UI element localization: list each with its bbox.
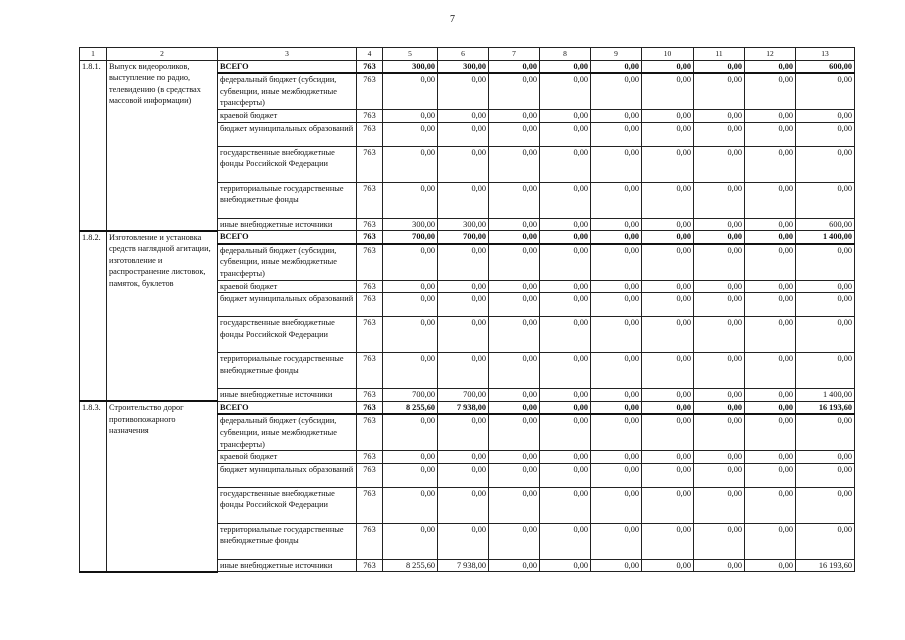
budget-code: 763 [357,317,383,353]
amount-cell: 300,00 [383,218,438,231]
amount-cell: 7 938,00 [438,559,489,572]
amount-cell: 0,00 [438,146,489,182]
funding-source: бюджет муниципальных образований [218,293,357,317]
amount-cell: 0,00 [540,231,591,244]
budget-code: 763 [357,487,383,523]
amount-cell: 0,00 [591,293,642,317]
amount-cell: 0,00 [438,182,489,218]
funding-source: иные внебюджетные источники [218,559,357,572]
amount-cell: 0,00 [796,293,855,317]
amount-cell: 0,00 [694,244,745,280]
amount-cell: 0,00 [694,218,745,231]
amount-cell: 0,00 [591,451,642,464]
header-cell: 7 [489,48,540,61]
amount-cell: 300,00 [438,60,489,73]
amount-cell: 0,00 [540,218,591,231]
amount-cell: 0,00 [642,463,694,487]
amount-cell: 0,00 [745,244,796,280]
amount-cell: 0,00 [745,182,796,218]
amount-cell: 0,00 [745,73,796,109]
amount-cell: 0,00 [694,353,745,389]
amount-cell: 0,00 [489,146,540,182]
amount-cell: 0,00 [642,60,694,73]
amount-cell: 0,00 [642,122,694,146]
amount-cell: 0,00 [438,317,489,353]
amount-cell: 0,00 [540,182,591,218]
amount-cell: 0,00 [489,218,540,231]
amount-cell: 0,00 [694,231,745,244]
amount-cell: 0,00 [438,523,489,559]
amount-cell: 0,00 [591,280,642,293]
funding-source: федеральный бюджет (субсидии, субвенции, иные межбюджетные трансферты) [218,244,357,280]
amount-cell: 0,00 [694,293,745,317]
table-row [80,401,855,414]
header-cell: 3 [218,48,357,61]
section-number: 1.8.3. [80,401,107,572]
amount-cell: 300,00 [383,60,438,73]
budget-code: 763 [357,244,383,280]
amount-cell: 0,00 [694,451,745,464]
amount-cell: 0,00 [591,523,642,559]
budget-code: 763 [357,451,383,464]
section-number: 1.8.1. [80,60,107,231]
amount-cell: 0,00 [745,389,796,402]
amount-cell: 8 255,60 [383,401,438,414]
amount-cell: 0,00 [745,122,796,146]
amount-cell: 0,00 [540,523,591,559]
amount-cell: 0,00 [694,317,745,353]
amount-cell: 0,00 [694,146,745,182]
table-row [80,231,855,244]
amount-cell: 0,00 [694,389,745,402]
amount-cell: 0,00 [489,122,540,146]
amount-cell: 0,00 [642,218,694,231]
funding-source: государственные внебюджетные фонды Российской Федерации [218,317,357,353]
amount-cell: 600,00 [796,60,855,73]
amount-cell: 0,00 [540,146,591,182]
amount-cell: 0,00 [694,523,745,559]
amount-cell: 0,00 [540,60,591,73]
amount-cell: 0,00 [796,280,855,293]
budget-code: 763 [357,280,383,293]
header-cell: 1 [80,48,107,61]
header-cell: 6 [438,48,489,61]
page-number: 7 [450,14,455,25]
amount-cell: 0,00 [642,317,694,353]
amount-cell: 0,00 [694,463,745,487]
amount-cell: 0,00 [642,389,694,402]
amount-cell: 0,00 [642,244,694,280]
amount-cell: 0,00 [540,414,591,450]
budget-code: 763 [357,463,383,487]
funding-source: территориальные государственные внебюджетные фонды [218,523,357,559]
amount-cell: 0,00 [540,244,591,280]
amount-cell: 0,00 [383,463,438,487]
amount-cell: 0,00 [591,182,642,218]
amount-cell: 0,00 [591,109,642,122]
amount-cell: 0,00 [796,451,855,464]
amount-cell: 0,00 [383,293,438,317]
amount-cell: 700,00 [438,231,489,244]
amount-cell: 0,00 [642,109,694,122]
funding-source: бюджет муниципальных образований [218,463,357,487]
amount-cell: 0,00 [796,146,855,182]
amount-cell: 0,00 [591,244,642,280]
amount-cell: 0,00 [796,317,855,353]
budget-code: 763 [357,146,383,182]
amount-cell: 0,00 [796,109,855,122]
funding-source: федеральный бюджет (субсидии, субвенции, иные межбюджетные трансферты) [218,414,357,450]
amount-cell: 0,00 [591,401,642,414]
budget-table [79,47,855,573]
amount-cell: 16 193,60 [796,559,855,572]
amount-cell: 1 400,00 [796,231,855,244]
amount-cell: 0,00 [642,231,694,244]
funding-source: ВСЕГО [218,401,357,414]
amount-cell: 0,00 [745,523,796,559]
amount-cell: 0,00 [796,414,855,450]
section-name: Выпуск видеороликов, выступление по радио, телевидению (в средствах массовой информации) [107,60,218,231]
budget-code: 763 [357,414,383,450]
amount-cell: 0,00 [745,451,796,464]
amount-cell: 0,00 [642,146,694,182]
amount-cell: 0,00 [642,414,694,450]
amount-cell: 0,00 [383,487,438,523]
amount-cell: 0,00 [438,463,489,487]
amount-cell: 0,00 [540,293,591,317]
amount-cell: 0,00 [745,293,796,317]
funding-source: федеральный бюджет (субсидии, субвенции, иные межбюджетные трансферты) [218,73,357,109]
amount-cell: 0,00 [383,353,438,389]
funding-source: ВСЕГО [218,231,357,244]
amount-cell: 0,00 [383,109,438,122]
budget-code: 763 [357,353,383,389]
table-row [80,60,855,73]
funding-source: иные внебюджетные источники [218,389,357,402]
amount-cell: 0,00 [642,401,694,414]
amount-cell: 0,00 [489,463,540,487]
budget-code: 763 [357,218,383,231]
amount-cell: 0,00 [591,353,642,389]
amount-cell: 0,00 [642,182,694,218]
amount-cell: 0,00 [489,523,540,559]
amount-cell: 0,00 [694,280,745,293]
amount-cell: 0,00 [694,401,745,414]
amount-cell: 1 400,00 [796,389,855,402]
amount-cell: 0,00 [591,463,642,487]
amount-cell: 0,00 [591,60,642,73]
amount-cell: 0,00 [591,231,642,244]
amount-cell: 0,00 [642,559,694,572]
amount-cell: 0,00 [642,523,694,559]
section-number: 1.8.2. [80,231,107,402]
amount-cell: 0,00 [438,280,489,293]
amount-cell: 700,00 [383,231,438,244]
budget-code: 763 [357,182,383,218]
funding-source: территориальные государственные внебюджетные фонды [218,353,357,389]
amount-cell: 0,00 [642,73,694,109]
amount-cell: 0,00 [540,280,591,293]
header-cell: 8 [540,48,591,61]
budget-code: 763 [357,293,383,317]
amount-cell: 0,00 [438,244,489,280]
amount-cell: 0,00 [540,487,591,523]
amount-cell: 0,00 [796,182,855,218]
amount-cell: 0,00 [745,146,796,182]
amount-cell: 0,00 [540,451,591,464]
amount-cell: 0,00 [591,317,642,353]
amount-cell: 0,00 [745,60,796,73]
amount-cell: 0,00 [438,109,489,122]
funding-source: бюджет муниципальных образований [218,122,357,146]
amount-cell: 0,00 [540,401,591,414]
amount-cell: 0,00 [489,451,540,464]
section-name: Строительство дорог противопожарного назначения [107,401,218,572]
amount-cell: 0,00 [540,122,591,146]
amount-cell: 0,00 [694,414,745,450]
funding-source: ВСЕГО [218,60,357,73]
amount-cell: 0,00 [694,73,745,109]
budget-code: 763 [357,122,383,146]
amount-cell: 0,00 [489,317,540,353]
budget-code: 763 [357,401,383,414]
amount-cell: 0,00 [383,244,438,280]
amount-cell: 0,00 [745,559,796,572]
amount-cell: 0,00 [383,317,438,353]
amount-cell: 0,00 [745,414,796,450]
amount-cell: 0,00 [540,389,591,402]
amount-cell: 0,00 [438,353,489,389]
amount-cell: 0,00 [745,353,796,389]
amount-cell: 0,00 [694,109,745,122]
funding-source: краевой бюджет [218,451,357,464]
funding-source: государственные внебюджетные фонды Российской Федерации [218,487,357,523]
amount-cell: 0,00 [489,389,540,402]
header-cell: 4 [357,48,383,61]
amount-cell: 0,00 [489,414,540,450]
section-name: Изготовление и установка средств наглядной агитации, изготовление и распространение листовок, памяток, буклетов [107,231,218,402]
amount-cell: 300,00 [438,218,489,231]
amount-cell: 0,00 [540,463,591,487]
amount-cell: 0,00 [489,353,540,389]
amount-cell: 0,00 [745,487,796,523]
amount-cell: 0,00 [489,559,540,572]
amount-cell: 0,00 [694,487,745,523]
funding-source: территориальные государственные внебюджетные фонды [218,182,357,218]
amount-cell: 0,00 [591,389,642,402]
amount-cell: 0,00 [694,122,745,146]
amount-cell: 0,00 [383,451,438,464]
amount-cell: 0,00 [745,317,796,353]
amount-cell: 0,00 [591,122,642,146]
amount-cell: 0,00 [438,73,489,109]
amount-cell: 700,00 [383,389,438,402]
amount-cell: 0,00 [489,487,540,523]
amount-cell: 0,00 [591,73,642,109]
amount-cell: 0,00 [796,523,855,559]
amount-cell: 0,00 [745,109,796,122]
header-cell: 13 [796,48,855,61]
amount-cell: 0,00 [438,414,489,450]
amount-cell: 0,00 [540,559,591,572]
amount-cell: 8 255,60 [383,559,438,572]
budget-code: 763 [357,559,383,572]
funding-source: краевой бюджет [218,109,357,122]
header-cell: 2 [107,48,218,61]
amount-cell: 0,00 [438,122,489,146]
amount-cell: 0,00 [694,60,745,73]
header-cell: 11 [694,48,745,61]
budget-code: 763 [357,60,383,73]
amount-cell: 0,00 [591,559,642,572]
amount-cell: 0,00 [383,414,438,450]
amount-cell: 0,00 [489,293,540,317]
amount-cell: 0,00 [489,109,540,122]
amount-cell: 0,00 [642,293,694,317]
amount-cell: 0,00 [540,317,591,353]
amount-cell: 0,00 [489,401,540,414]
amount-cell: 0,00 [591,487,642,523]
amount-cell: 0,00 [796,463,855,487]
amount-cell: 0,00 [745,280,796,293]
amount-cell: 0,00 [694,559,745,572]
amount-cell: 0,00 [642,451,694,464]
amount-cell: 0,00 [540,73,591,109]
amount-cell: 0,00 [591,414,642,450]
amount-cell: 0,00 [642,280,694,293]
budget-code: 763 [357,389,383,402]
amount-cell: 0,00 [438,451,489,464]
amount-cell: 0,00 [745,231,796,244]
budget-code: 763 [357,523,383,559]
amount-cell: 0,00 [383,182,438,218]
amount-cell: 0,00 [540,353,591,389]
amount-cell: 0,00 [591,146,642,182]
amount-cell: 0,00 [383,122,438,146]
amount-cell: 0,00 [745,218,796,231]
funding-source: государственные внебюджетные фонды Российской Федерации [218,146,357,182]
table-body [80,60,855,572]
amount-cell: 7 938,00 [438,401,489,414]
amount-cell: 0,00 [489,280,540,293]
amount-cell: 700,00 [438,389,489,402]
amount-cell: 0,00 [796,244,855,280]
budget-code: 763 [357,109,383,122]
amount-cell: 0,00 [489,182,540,218]
header-cell: 5 [383,48,438,61]
amount-cell: 0,00 [438,293,489,317]
funding-source: иные внебюджетные источники [218,218,357,231]
amount-cell: 0,00 [489,244,540,280]
amount-cell: 0,00 [745,463,796,487]
header-cell: 10 [642,48,694,61]
amount-cell: 0,00 [383,280,438,293]
amount-cell: 0,00 [642,487,694,523]
funding-source: краевой бюджет [218,280,357,293]
amount-cell: 0,00 [489,60,540,73]
amount-cell: 16 193,60 [796,401,855,414]
amount-cell: 0,00 [383,523,438,559]
amount-cell: 0,00 [642,353,694,389]
amount-cell: 0,00 [489,73,540,109]
amount-cell: 0,00 [383,146,438,182]
amount-cell: 0,00 [745,401,796,414]
amount-cell: 0,00 [489,231,540,244]
header-cell: 12 [745,48,796,61]
amount-cell: 0,00 [438,487,489,523]
amount-cell: 0,00 [796,73,855,109]
amount-cell: 0,00 [796,487,855,523]
amount-cell: 0,00 [591,218,642,231]
budget-code: 763 [357,231,383,244]
amount-cell: 0,00 [796,353,855,389]
amount-cell: 0,00 [694,182,745,218]
amount-cell: 0,00 [540,109,591,122]
amount-cell: 600,00 [796,218,855,231]
header-row [80,48,855,61]
amount-cell: 0,00 [383,73,438,109]
budget-code: 763 [357,73,383,109]
amount-cell: 0,00 [796,122,855,146]
header-cell: 9 [591,48,642,61]
